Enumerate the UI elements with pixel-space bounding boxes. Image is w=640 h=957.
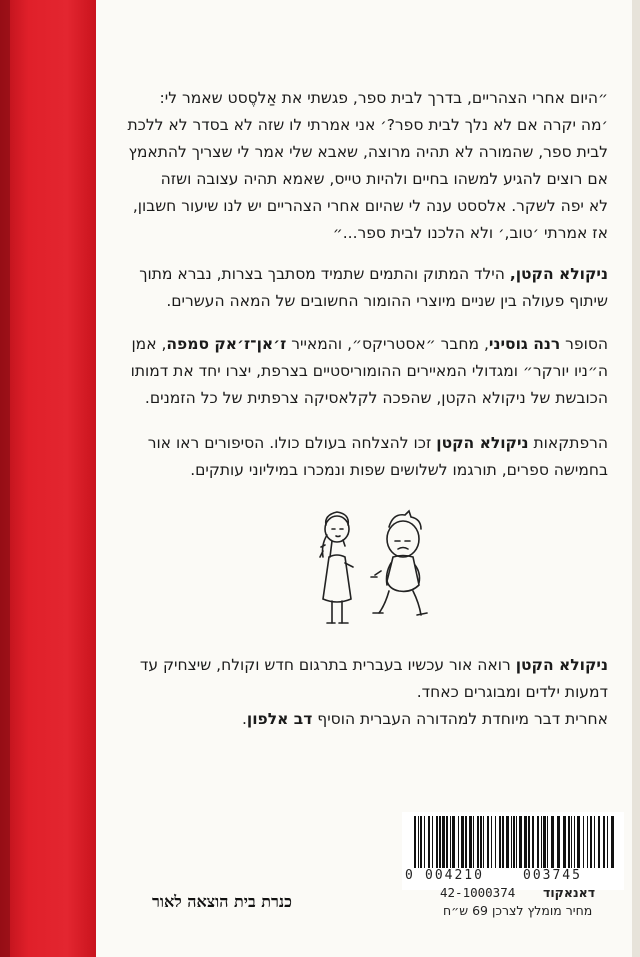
barcode-bar [461, 816, 464, 868]
page-edge [632, 0, 640, 957]
quote-line: אם רוצים להגיע למשהו בחיים ולהיות טייס, שאמא תהיה עצובה ושזה [160, 170, 608, 188]
barcode-digit: 0 [405, 868, 413, 883]
barcode-digits: 004210 [425, 868, 484, 883]
barcode-bar [603, 816, 605, 868]
barcode-bar [528, 816, 530, 868]
barcode-bar [499, 816, 501, 868]
barcode-bar [424, 816, 425, 868]
barcode-bar [571, 816, 572, 868]
barcode-bar [598, 816, 600, 868]
title-name: ניקולא הקטן [436, 434, 529, 452]
edition-line [130, 706, 608, 733]
edition-paragraph [130, 652, 608, 733]
barcode-bar [568, 816, 570, 868]
success-text: זכו להצלחה בעולם כולו. הסיפורים ראו אור [147, 434, 437, 452]
edition-text: . [241, 710, 247, 728]
creators-line [130, 331, 608, 358]
barcode-bar [483, 816, 484, 868]
barcode-digits: 003745 [523, 868, 582, 883]
boy-figure [371, 511, 427, 615]
barcode-bar [513, 816, 515, 868]
barcode-code: 42-1000374 [440, 885, 516, 900]
barcode-bar [590, 816, 592, 868]
barcode-bar [587, 816, 588, 868]
barcode-bar [495, 816, 496, 868]
quote-line: אז אמרתי ׳טוב,׳ ולא הלכנו לבית ספר...״ [332, 224, 608, 242]
barcode-bar [532, 816, 534, 868]
quote-line: ״היום אחרי הצהריים, בדרך לבית ספר, פגשתי את אַלסֶסט שאמר לי: [159, 89, 608, 107]
barcode-bar [611, 816, 614, 868]
intro-line [130, 261, 608, 288]
barcode-bar [442, 816, 445, 868]
success-line [130, 430, 608, 457]
spine-shadow [0, 0, 10, 957]
barcode-bars [402, 812, 624, 872]
barcode-bar [452, 816, 455, 868]
title-name: ניקולא הקטן [515, 656, 608, 674]
barcode-bar [557, 816, 560, 868]
intro-line: שיתוף פעולה בין שניים מיוצרי ההומור החשובים של המאה העשרים. [166, 292, 608, 310]
creators-paragraph [130, 331, 608, 412]
barcode-bar [519, 816, 522, 868]
girl-figure [320, 512, 353, 623]
barcode-bar [418, 816, 419, 868]
creators-text: , אמן [131, 335, 167, 353]
edition-line: דמעות ילדים ומבוגרים כאחד. [416, 683, 608, 701]
intro-paragraph [130, 261, 608, 315]
price-note: מחיר מומלץ לצרכן 69 ש״ח [443, 903, 593, 918]
barcode-bar [516, 816, 517, 868]
barcode-bar [543, 816, 546, 868]
barcode-bar [511, 816, 512, 868]
barcode-bar [458, 816, 459, 868]
success-text: הרפתקאות [528, 434, 608, 452]
author-name: רנה גוסיני [488, 335, 561, 353]
edition-text: רואה אור עכשיו בעברית בתרגום חדש וקולח, שיצחיק עד [139, 656, 516, 674]
barcode-bar [420, 816, 422, 868]
barcode-bar [563, 816, 566, 868]
intro-text: הילד המתוק והתמים שתמיד מסתבך בצרות, נברא מתוך [139, 265, 510, 283]
edition-line [130, 652, 608, 679]
barcode-bar [480, 816, 482, 868]
barcode-bar [491, 816, 492, 868]
barcode-bar [574, 816, 575, 868]
publisher-logo: כנרת בית הוצאה לאור [152, 892, 292, 911]
barcode-bar [477, 816, 479, 868]
barcode-bar [432, 816, 433, 868]
barcode-label: דאנאקוד [543, 885, 596, 900]
edition-text: אחרית דבר מיוחדת למהדורה העברית הוסיף [312, 710, 608, 728]
barcode-bar [446, 816, 448, 868]
creators-text: הסופר [560, 335, 608, 353]
barcode-bar [506, 816, 509, 868]
success-line: בחמישה ספרים, תורגמו לשלושים שפות ונמכרו במיליוני עותקים. [190, 461, 608, 479]
barcode-bar [524, 816, 527, 868]
barcode-bar [465, 816, 467, 868]
barcode-bar [583, 816, 584, 868]
barcode-bar [577, 816, 580, 868]
barcode-bar [439, 816, 441, 868]
quote-line: ׳מה יקרה אם לא נלך לבית ספר?׳ אני אמרתי לו שזה לא בסדר לא ללכת [127, 116, 608, 134]
quote-line: לבית ספר, שהמורה לא תהיה מרוצה, שאבא שלי אמר לי שצריך להתאמץ [128, 143, 608, 161]
barcode-bar [537, 816, 539, 868]
barcode-bar [541, 816, 542, 868]
barcode-bar [428, 816, 430, 868]
barcode-bar [450, 816, 451, 868]
illustrator-name: ז׳אן־ז׳אק סמפה [166, 335, 287, 353]
success-paragraph [130, 430, 608, 484]
creators-text: , מחבר ״אסטריקס״, והמאייר [286, 335, 489, 353]
quote-line: לא יפה לשקר. אלססט ענה לי שהיום אחרי הצהריים יש לנו שיעור חשבון, [132, 197, 608, 215]
barcode-bar [473, 816, 474, 868]
barcode-bar [594, 816, 595, 868]
quote-paragraph [127, 85, 608, 247]
creators-line: הכובשת של ניקולא הקטן, שהפכה לקלאסיקה צרפתית של כל הזמנים. [144, 389, 608, 407]
translator-name: דב אלפון [246, 710, 313, 728]
barcode-bar [436, 816, 438, 868]
barcode-bar [547, 816, 548, 868]
barcode-bar [469, 816, 472, 868]
title-name: ניקולא הקטן, [509, 265, 608, 283]
barcode-bar [487, 816, 489, 868]
red-spine [0, 0, 96, 957]
creators-line: ה״ניו יורקר״ ומגדולי המאיירים ההומוריסטיים בצרפת, יצרו יחד את דמותו [130, 362, 608, 380]
barcode-bar [551, 816, 554, 868]
illustration-children [285, 505, 455, 635]
barcode-bar [607, 816, 608, 868]
barcode-bar [414, 816, 416, 868]
barcode-bar [502, 816, 504, 868]
